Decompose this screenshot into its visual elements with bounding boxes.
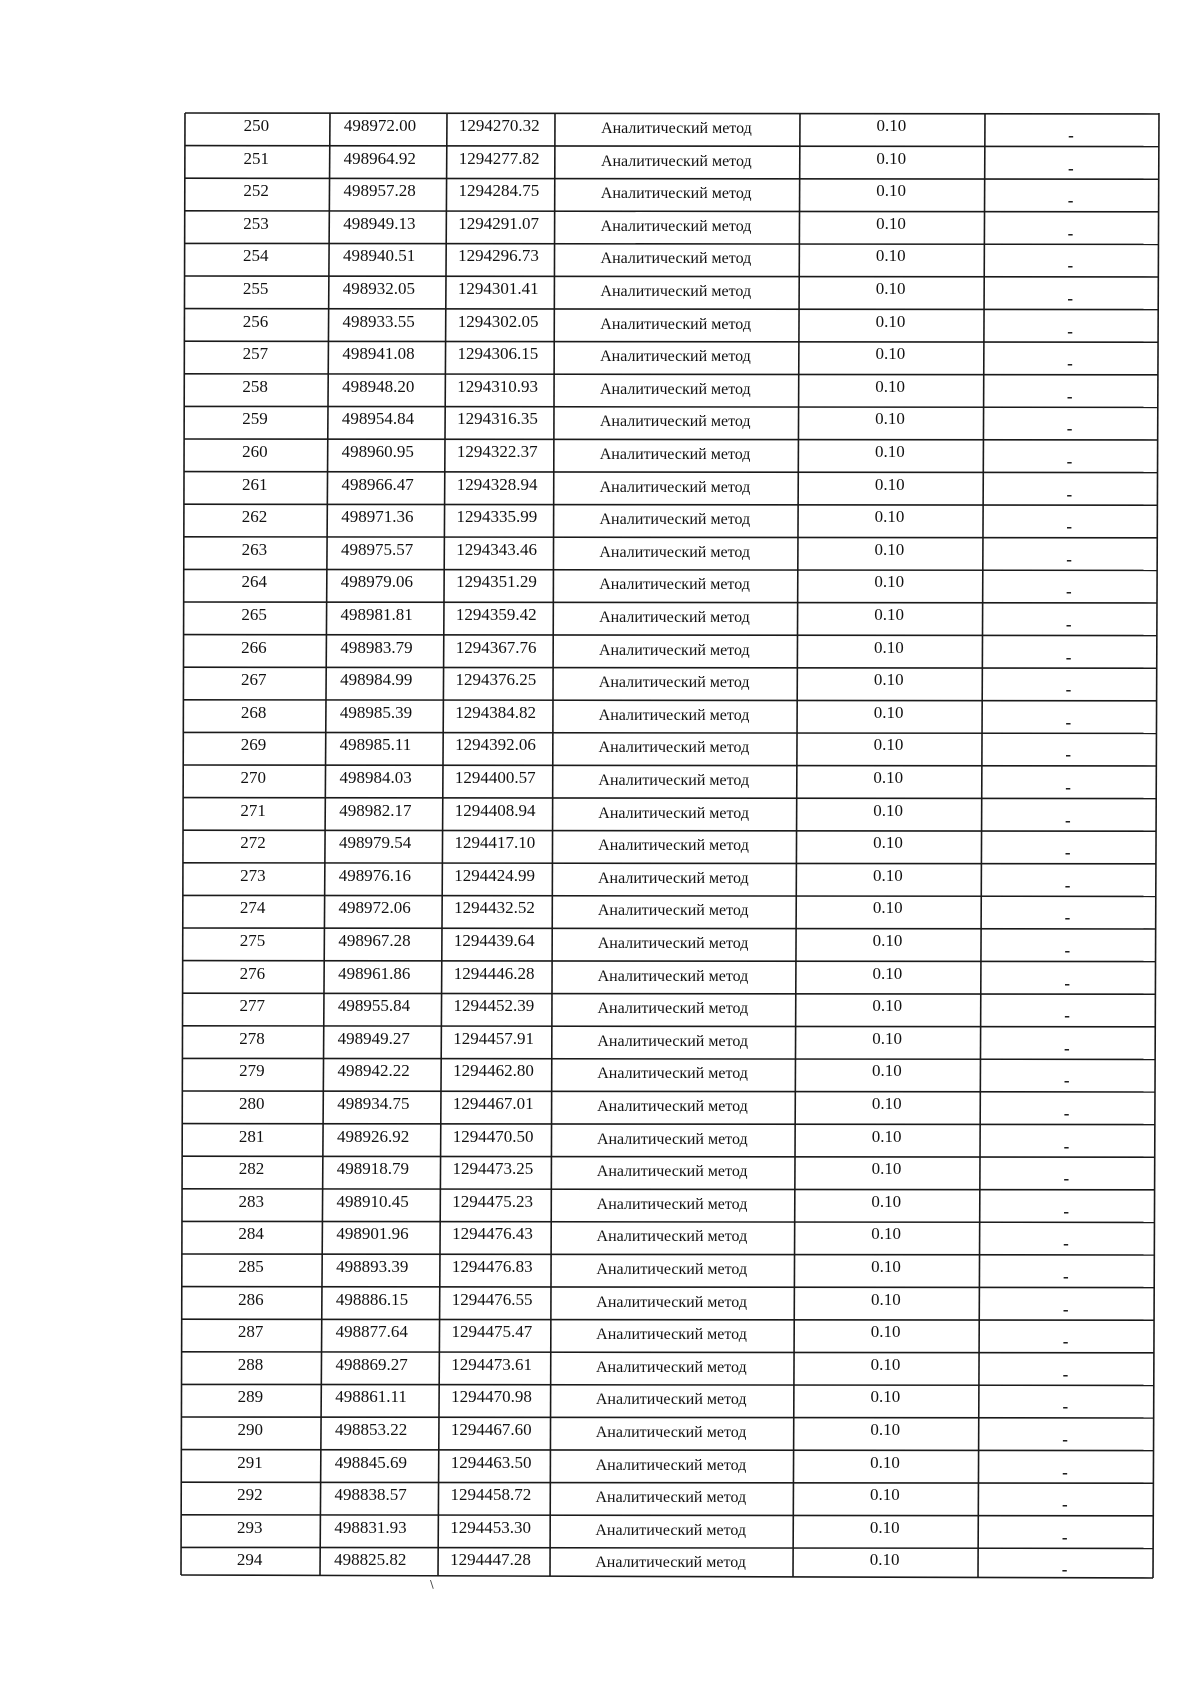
x-coordinate-cell: 498949.13 [343, 213, 416, 233]
x-coordinate-cell: 498975.57 [341, 539, 414, 559]
note-cell: - [1067, 289, 1074, 308]
point-number-cell: 275 [239, 931, 266, 950]
accuracy-cell: 0.10 [872, 931, 903, 950]
x-coordinate-cell: 498964.92 [343, 148, 416, 168]
note-cell: - [1065, 778, 1071, 797]
method-cell: Аналитический метод [595, 1456, 747, 1474]
point-number-cell: 269 [240, 735, 267, 755]
x-coordinate-cell: 498972.06 [338, 898, 411, 918]
y-coordinate-cell: 1294447.28 [450, 1550, 531, 1570]
point-number-cell: 252 [243, 181, 269, 201]
y-coordinate-cell: 1294473.61 [451, 1354, 533, 1374]
point-number-cell: 290 [237, 1420, 263, 1439]
x-coordinate-cell: 498877.64 [335, 1322, 408, 1342]
point-number-cell: 287 [237, 1322, 264, 1342]
note-cell: - [1064, 908, 1071, 928]
note-cell: - [1066, 484, 1073, 504]
note-cell: - [1063, 1201, 1069, 1221]
note-cell: - [1063, 1104, 1070, 1123]
y-coordinate-cell: 1294424.99 [454, 865, 536, 885]
method-cell: Аналитический метод [596, 1358, 747, 1376]
x-coordinate-cell: 498957.28 [343, 181, 416, 201]
note-cell: - [1066, 549, 1072, 569]
y-coordinate-cell: 1294446.28 [453, 963, 535, 983]
y-coordinate-cell: 1294291.07 [458, 213, 540, 233]
note-cell: - [1064, 875, 1071, 895]
y-coordinate-cell: 1294322.37 [456, 442, 538, 461]
y-coordinate-cell: 1294359.42 [455, 605, 537, 624]
point-number-cell: 250 [243, 116, 270, 135]
x-coordinate-cell: 498861.11 [335, 1387, 407, 1407]
method-cell: Аналитический метод [596, 1228, 748, 1246]
note-cell: - [1063, 1071, 1070, 1091]
point-number-cell: 265 [241, 605, 267, 624]
note-cell: - [1063, 1169, 1070, 1189]
accuracy-cell: 0.10 [870, 1289, 901, 1309]
point-number-cell: 274 [239, 898, 266, 918]
note-cell: - [1063, 1136, 1070, 1156]
point-number-cell: 267 [241, 670, 267, 690]
point-number-cell: 292 [237, 1485, 263, 1505]
point-number-cell: 272 [240, 833, 266, 853]
point-number-cell: 251 [243, 148, 269, 168]
accuracy-cell: 0.10 [871, 1257, 901, 1276]
y-coordinate-cell: 1294457.91 [453, 1028, 535, 1048]
y-coordinate-cell: 1294467.60 [450, 1420, 532, 1439]
method-cell: Аналитический метод [599, 413, 751, 431]
accuracy-cell: 0.10 [871, 1094, 902, 1113]
y-coordinate-cell: 1294470.50 [452, 1126, 534, 1146]
note-cell: - [1067, 354, 1073, 374]
point-number-cell: 271 [240, 800, 266, 820]
method-cell: Аналитический метод [595, 1521, 747, 1539]
method-cell: Аналитический метод [601, 120, 752, 137]
method-cell: Аналитический метод [600, 152, 752, 170]
note-cell: - [1062, 1299, 1069, 1319]
accuracy-cell: 0.10 [871, 1159, 902, 1179]
note-cell: - [1067, 191, 1074, 211]
x-coordinate-cell: 498825.82 [334, 1550, 407, 1570]
x-coordinate-cell: 498942.22 [337, 1061, 410, 1081]
x-coordinate-cell: 498976.16 [338, 865, 412, 885]
method-cell: Аналитический метод [600, 315, 751, 333]
y-coordinate-cell: 1294392.06 [455, 735, 536, 755]
y-coordinate-cell: 1294473.25 [452, 1159, 534, 1179]
y-coordinate-cell: 1294343.46 [456, 539, 538, 559]
point-number-cell: 253 [243, 213, 269, 233]
accuracy-cell: 0.10 [874, 572, 905, 592]
y-coordinate-cell: 1294417.10 [454, 833, 536, 853]
accuracy-cell: 0.10 [869, 1517, 900, 1537]
point-number-cell: 291 [237, 1452, 263, 1472]
x-coordinate-cell: 498960.95 [341, 442, 414, 461]
method-cell: Аналитический метод [597, 1065, 748, 1083]
x-coordinate-cell: 498984.03 [339, 768, 412, 787]
accuracy-cell: 0.10 [870, 1452, 900, 1472]
y-coordinate-cell: 1294432.52 [454, 898, 535, 918]
accuracy-cell: 0.10 [873, 833, 903, 853]
point-number-cell: 263 [241, 539, 268, 559]
accuracy-cell: 0.10 [874, 442, 905, 461]
note-cell: - [1065, 712, 1072, 732]
accuracy-cell: 0.10 [876, 148, 907, 168]
accuracy-cell: 0.10 [872, 898, 903, 918]
y-coordinate-cell: 1294306.15 [457, 344, 539, 364]
accuracy-cell: 0.10 [873, 800, 904, 820]
x-coordinate-cell: 498967.28 [338, 931, 411, 950]
x-coordinate-cell: 498926.92 [337, 1126, 410, 1146]
method-cell: Аналитический метод [595, 1424, 747, 1441]
accuracy-cell: 0.10 [876, 213, 906, 233]
point-number-cell: 283 [238, 1191, 265, 1211]
method-cell: Аналитический метод [599, 609, 750, 626]
method-cell: Аналитический метод [596, 1293, 747, 1311]
method-cell: Аналитический метод [600, 348, 751, 366]
point-number-cell: 270 [240, 768, 267, 787]
note-cell: - [1062, 1495, 1068, 1515]
method-cell: Аналитический метод [596, 1130, 748, 1148]
note-cell: - [1067, 158, 1074, 178]
accuracy-cell: 0.10 [873, 702, 904, 722]
method-cell: Аналитический метод [599, 576, 750, 594]
accuracy-cell: 0.10 [875, 246, 906, 266]
x-coordinate-cell: 498979.54 [339, 833, 412, 853]
note-cell: - [1062, 1462, 1068, 1482]
note-cell: - [1067, 223, 1074, 243]
note-cell: - [1064, 941, 1071, 960]
accuracy-cell: 0.10 [875, 311, 906, 331]
y-coordinate-cell: 1294367.76 [455, 637, 537, 657]
point-number-cell: 289 [237, 1387, 264, 1407]
accuracy-cell: 0.10 [870, 1485, 900, 1505]
accuracy-cell: 0.10 [873, 735, 904, 755]
accuracy-cell: 0.10 [870, 1354, 901, 1374]
note-cell: - [1062, 1397, 1069, 1417]
point-number-cell: 278 [239, 1028, 265, 1048]
method-cell: Аналитический метод [596, 1261, 748, 1278]
point-number-cell: 284 [238, 1224, 264, 1244]
note-cell: - [1067, 321, 1073, 341]
y-coordinate-cell: 1294458.72 [450, 1485, 532, 1505]
y-coordinate-cell: 1294335.99 [456, 507, 538, 527]
note-cell: - [1061, 1527, 1068, 1547]
accuracy-cell: 0.10 [870, 1420, 901, 1439]
y-coordinate-cell: 1294463.50 [450, 1452, 532, 1472]
point-number-cell: 282 [238, 1159, 265, 1179]
x-coordinate-cell: 498971.36 [341, 507, 414, 527]
method-cell: Аналитический метод [600, 380, 751, 398]
method-cell: Аналитический метод [597, 1032, 749, 1050]
method-cell: Аналитический метод [600, 217, 752, 235]
x-coordinate-cell: 498984.99 [340, 670, 413, 690]
point-number-cell: 277 [239, 996, 265, 1016]
accuracy-cell: 0.10 [871, 1191, 902, 1211]
note-cell: - [1062, 1430, 1068, 1449]
y-coordinate-cell: 1294452.39 [453, 996, 535, 1016]
method-cell: Аналитический метод [598, 869, 749, 887]
point-number-cell: 257 [242, 344, 269, 364]
note-cell: - [1063, 1234, 1069, 1254]
method-cell: Аналитический метод [600, 283, 752, 300]
note-cell: - [1065, 647, 1072, 667]
y-coordinate-cell: 1294351.29 [456, 572, 537, 592]
x-coordinate-cell: 498983.79 [340, 637, 413, 657]
accuracy-cell: 0.10 [872, 996, 903, 1016]
x-coordinate-cell: 498955.84 [337, 996, 411, 1016]
point-number-cell: 254 [243, 246, 269, 266]
method-cell: Аналитический метод [598, 739, 750, 757]
method-cell: Аналитический метод [595, 1391, 747, 1409]
method-cell: Аналитический метод [599, 446, 751, 463]
accuracy-cell: 0.10 [876, 181, 906, 201]
x-coordinate-cell: 498845.69 [334, 1452, 408, 1472]
y-coordinate-cell: 1294400.57 [454, 768, 536, 787]
method-cell: Аналитический метод [599, 511, 751, 529]
point-number-cell: 293 [236, 1517, 263, 1537]
point-number-cell: 276 [239, 963, 266, 983]
y-coordinate-cell: 1294384.82 [455, 702, 537, 722]
point-number-cell: 258 [242, 376, 268, 396]
point-number-cell: 268 [240, 702, 267, 722]
note-cell: - [1065, 680, 1072, 700]
note-cell: - [1066, 386, 1073, 406]
note-cell: - [1068, 126, 1074, 145]
method-cell: Аналитический метод [595, 1489, 747, 1507]
x-coordinate-cell: 498932.05 [342, 279, 416, 298]
x-coordinate-cell: 498949.27 [337, 1028, 410, 1048]
accuracy-cell: 0.10 [874, 474, 905, 494]
method-cell: Аналитический метод [600, 185, 752, 203]
method-cell: Аналитический метод [598, 641, 750, 659]
x-coordinate-cell: 498869.27 [335, 1354, 408, 1374]
method-cell: Аналитический метод [597, 967, 749, 985]
x-coordinate-cell: 498940.51 [343, 246, 416, 266]
method-cell: Аналитический метод [599, 543, 751, 561]
y-coordinate-cell: 1294476.43 [452, 1224, 533, 1244]
method-cell: Аналитический метод [596, 1326, 747, 1344]
y-coordinate-cell: 1294302.05 [457, 311, 539, 331]
x-coordinate-cell: 498954.84 [341, 409, 415, 429]
accuracy-cell: 0.10 [874, 637, 904, 657]
accuracy-cell: 0.10 [872, 1061, 902, 1081]
y-coordinate-cell: 1294270.32 [458, 116, 540, 135]
point-number-cell: 260 [242, 442, 268, 461]
x-coordinate-cell: 498918.79 [336, 1159, 410, 1179]
accuracy-cell: 0.10 [869, 1550, 900, 1570]
note-cell: - [1063, 1267, 1069, 1286]
accuracy-cell: 0.10 [872, 865, 903, 885]
y-coordinate-cell: 1294439.64 [453, 931, 535, 950]
x-coordinate-cell: 498985.39 [339, 702, 413, 722]
method-cell: Аналитический метод [597, 935, 749, 952]
method-cell: Аналитический метод [599, 478, 751, 496]
x-coordinate-cell: 498934.75 [337, 1094, 410, 1113]
point-number-cell: 279 [239, 1061, 265, 1081]
accuracy-cell: 0.10 [873, 768, 904, 787]
accuracy-cell: 0.10 [875, 409, 905, 429]
method-cell: Аналитический метод [597, 1098, 748, 1115]
x-coordinate-cell: 498893.39 [336, 1257, 409, 1276]
method-cell: Аналитический метод [596, 1195, 748, 1213]
accuracy-cell: 0.10 [872, 1028, 902, 1048]
method-cell: Аналитический метод [595, 1554, 746, 1572]
note-cell: - [1067, 256, 1074, 276]
accuracy-cell: 0.10 [874, 539, 905, 559]
method-cell: Аналитический метод [598, 804, 749, 822]
y-coordinate-cell: 1294316.35 [457, 409, 538, 429]
accuracy-cell: 0.10 [874, 605, 904, 624]
note-cell: - [1066, 452, 1073, 471]
point-number-cell: 280 [238, 1094, 265, 1113]
note-cell: - [1064, 973, 1070, 993]
method-cell: Аналитический метод [598, 837, 749, 855]
accuracy-cell: 0.10 [876, 116, 907, 135]
note-cell: - [1064, 1006, 1070, 1026]
point-number-cell: 256 [242, 311, 269, 331]
x-coordinate-cell: 498941.08 [342, 344, 415, 364]
method-cell: Аналитический метод [598, 674, 750, 692]
point-number-cell: 286 [238, 1289, 264, 1309]
note-cell: - [1066, 419, 1073, 439]
accuracy-cell: 0.10 [872, 963, 903, 983]
method-cell: Аналитический метод [600, 250, 752, 268]
x-coordinate-cell: 498831.93 [334, 1517, 407, 1537]
note-cell: - [1064, 1038, 1070, 1058]
x-coordinate-cell: 498979.06 [340, 572, 414, 592]
x-coordinate-cell: 498961.86 [338, 963, 411, 983]
note-cell: - [1062, 1364, 1069, 1384]
x-coordinate-cell: 498901.96 [336, 1224, 409, 1244]
y-coordinate-cell: 1294453.30 [450, 1517, 532, 1537]
point-number-cell: 261 [241, 474, 268, 494]
accuracy-cell: 0.10 [870, 1322, 901, 1342]
accuracy-cell: 0.10 [871, 1224, 901, 1244]
method-cell: Аналитический метод [598, 706, 750, 724]
note-cell: - [1066, 517, 1073, 537]
y-coordinate-cell: 1294277.82 [458, 148, 540, 168]
y-coordinate-cell: 1294476.55 [451, 1289, 533, 1309]
y-coordinate-cell: 1294376.25 [455, 670, 537, 690]
x-coordinate-cell: 498910.45 [336, 1191, 409, 1211]
accuracy-cell: 0.10 [875, 279, 906, 298]
scan-speck: \ [430, 1578, 434, 1591]
accuracy-cell: 0.10 [875, 376, 906, 396]
note-cell: - [1065, 810, 1071, 830]
x-coordinate-cell: 498966.47 [341, 474, 414, 494]
point-number-cell: 281 [238, 1126, 265, 1146]
note-cell: - [1061, 1560, 1068, 1580]
method-cell: Аналитический метод [596, 1163, 748, 1181]
note-cell: - [1066, 582, 1072, 602]
point-number-cell: 288 [237, 1354, 264, 1374]
accuracy-cell: 0.10 [871, 1126, 902, 1146]
x-coordinate-cell: 498853.22 [335, 1420, 408, 1439]
y-coordinate-cell: 1294462.80 [453, 1061, 534, 1081]
y-coordinate-cell: 1294475.23 [452, 1191, 534, 1211]
point-number-cell: 255 [242, 279, 269, 298]
x-coordinate-cell: 498985.11 [339, 735, 412, 755]
point-number-cell: 294 [236, 1550, 263, 1570]
y-coordinate-cell: 1294476.83 [451, 1257, 533, 1276]
note-cell: - [1064, 843, 1071, 863]
accuracy-cell: 0.10 [870, 1387, 901, 1407]
y-coordinate-cell: 1294310.93 [457, 376, 539, 396]
y-coordinate-cell: 1294301.41 [457, 279, 539, 298]
x-coordinate-cell: 498981.81 [340, 605, 413, 624]
note-cell: - [1062, 1332, 1069, 1352]
y-coordinate-cell: 1294475.47 [451, 1322, 533, 1342]
x-coordinate-cell: 498933.55 [342, 311, 415, 331]
point-number-cell: 262 [241, 507, 268, 527]
y-coordinate-cell: 1294328.94 [456, 474, 538, 494]
point-number-cell: 259 [242, 409, 268, 429]
point-number-cell: 285 [238, 1257, 264, 1276]
method-cell: Аналитический метод [597, 902, 749, 920]
note-cell: - [1065, 745, 1071, 765]
method-cell: Аналитический метод [598, 772, 750, 789]
x-coordinate-cell: 498972.00 [343, 116, 417, 135]
accuracy-cell: 0.10 [873, 670, 904, 690]
x-coordinate-cell: 498982.17 [339, 800, 412, 820]
y-coordinate-cell: 1294408.94 [454, 800, 536, 820]
y-coordinate-cell: 1294296.73 [458, 246, 539, 266]
point-number-cell: 266 [241, 637, 267, 657]
y-coordinate-cell: 1294470.98 [451, 1387, 532, 1407]
method-cell: Аналитический метод [597, 1000, 749, 1018]
point-number-cell: 264 [241, 572, 267, 592]
point-number-cell: 273 [240, 865, 266, 885]
note-cell: - [1065, 615, 1072, 634]
x-coordinate-cell: 498886.15 [335, 1289, 409, 1309]
y-coordinate-cell: 1294467.01 [452, 1094, 534, 1113]
x-coordinate-cell: 498838.57 [334, 1485, 407, 1505]
y-coordinate-cell: 1294284.75 [458, 181, 540, 201]
x-coordinate-cell: 498948.20 [342, 376, 415, 396]
accuracy-cell: 0.10 [874, 507, 905, 527]
accuracy-cell: 0.10 [875, 344, 906, 364]
